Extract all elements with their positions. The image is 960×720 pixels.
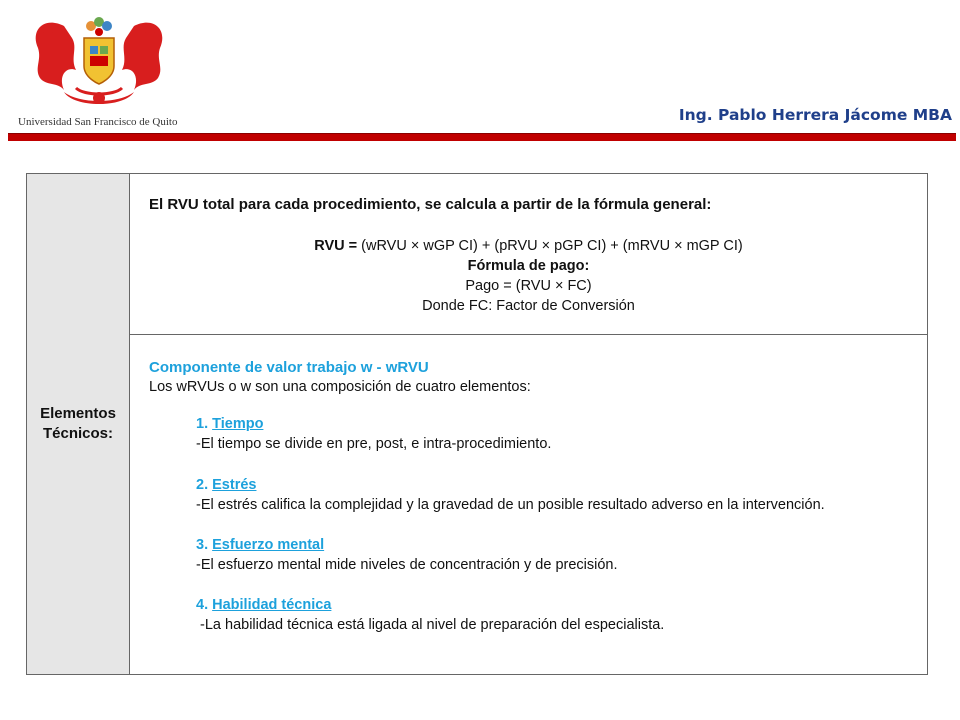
component-title: Componente de valor trabajo w - wRVU xyxy=(149,359,429,376)
item-link-tiempo[interactable]: Tiempo xyxy=(212,416,264,432)
conversion-factor-note: Donde FC: Factor de Conversión xyxy=(422,298,635,314)
payment-formula: Pago = (RVU × FC) xyxy=(465,278,592,294)
list-item xyxy=(196,414,551,454)
item-description: -El estrés califica la complejidad y la gravedad de un posible resultado adverso en la intervención. xyxy=(196,497,825,513)
row-header-line-1: Elementos xyxy=(40,405,116,422)
item-description: -La habilidad técnica está ligada al nivel de preparación del especialista. xyxy=(196,617,665,633)
university-logo xyxy=(14,8,184,130)
dragon-crest-icon xyxy=(24,8,174,116)
payment-title: Fórmula de pago: xyxy=(467,258,590,274)
item-link-estres[interactable]: Estrés xyxy=(212,477,257,493)
row-header-cell xyxy=(27,174,130,674)
item-number: 1. xyxy=(196,416,209,432)
item-link-esfuerzo-mental[interactable]: Esfuerzo mental xyxy=(212,537,325,553)
list-item xyxy=(196,535,618,575)
list-item xyxy=(196,595,664,635)
item-description: -El esfuerzo mental mide niveles de concentración y de precisión. xyxy=(196,557,618,573)
item-link-habilidad-tecnica[interactable]: Habilidad técnica xyxy=(212,597,332,613)
header-divider xyxy=(8,133,956,141)
formula-intro: El RVU total para cada procedimiento, se calcula a partir de la fórmula general: xyxy=(149,196,712,213)
item-number: 4. xyxy=(196,597,209,613)
component-subtitle: Los wRVUs o w son una composición de cuatro elementos: xyxy=(149,379,531,395)
formula-block xyxy=(149,236,908,316)
row-header-label xyxy=(40,404,116,444)
item-number: 2. xyxy=(196,477,209,493)
logo-caption: Universidad San Francisco de Quito xyxy=(18,116,178,128)
rvu-formula-rhs: (wRVU × wGP CI) + (pRVU × pGP CI) + (mRVU × mGP CI) xyxy=(357,238,743,254)
item-description: -El tiempo se divide en pre, post, e intra-procedimiento. xyxy=(196,436,552,452)
formula-cell xyxy=(130,174,927,335)
row-header-line-2: Técnicos: xyxy=(42,425,113,442)
author-name: Ing. Pablo Herrera Jácome MBA xyxy=(678,106,952,124)
components-cell xyxy=(130,335,927,674)
rvu-formula-lhs: RVU = xyxy=(314,238,358,254)
rvu-formula xyxy=(149,236,908,256)
item-number: 3. xyxy=(196,537,209,553)
content-table xyxy=(26,173,928,675)
list-item xyxy=(196,475,825,515)
